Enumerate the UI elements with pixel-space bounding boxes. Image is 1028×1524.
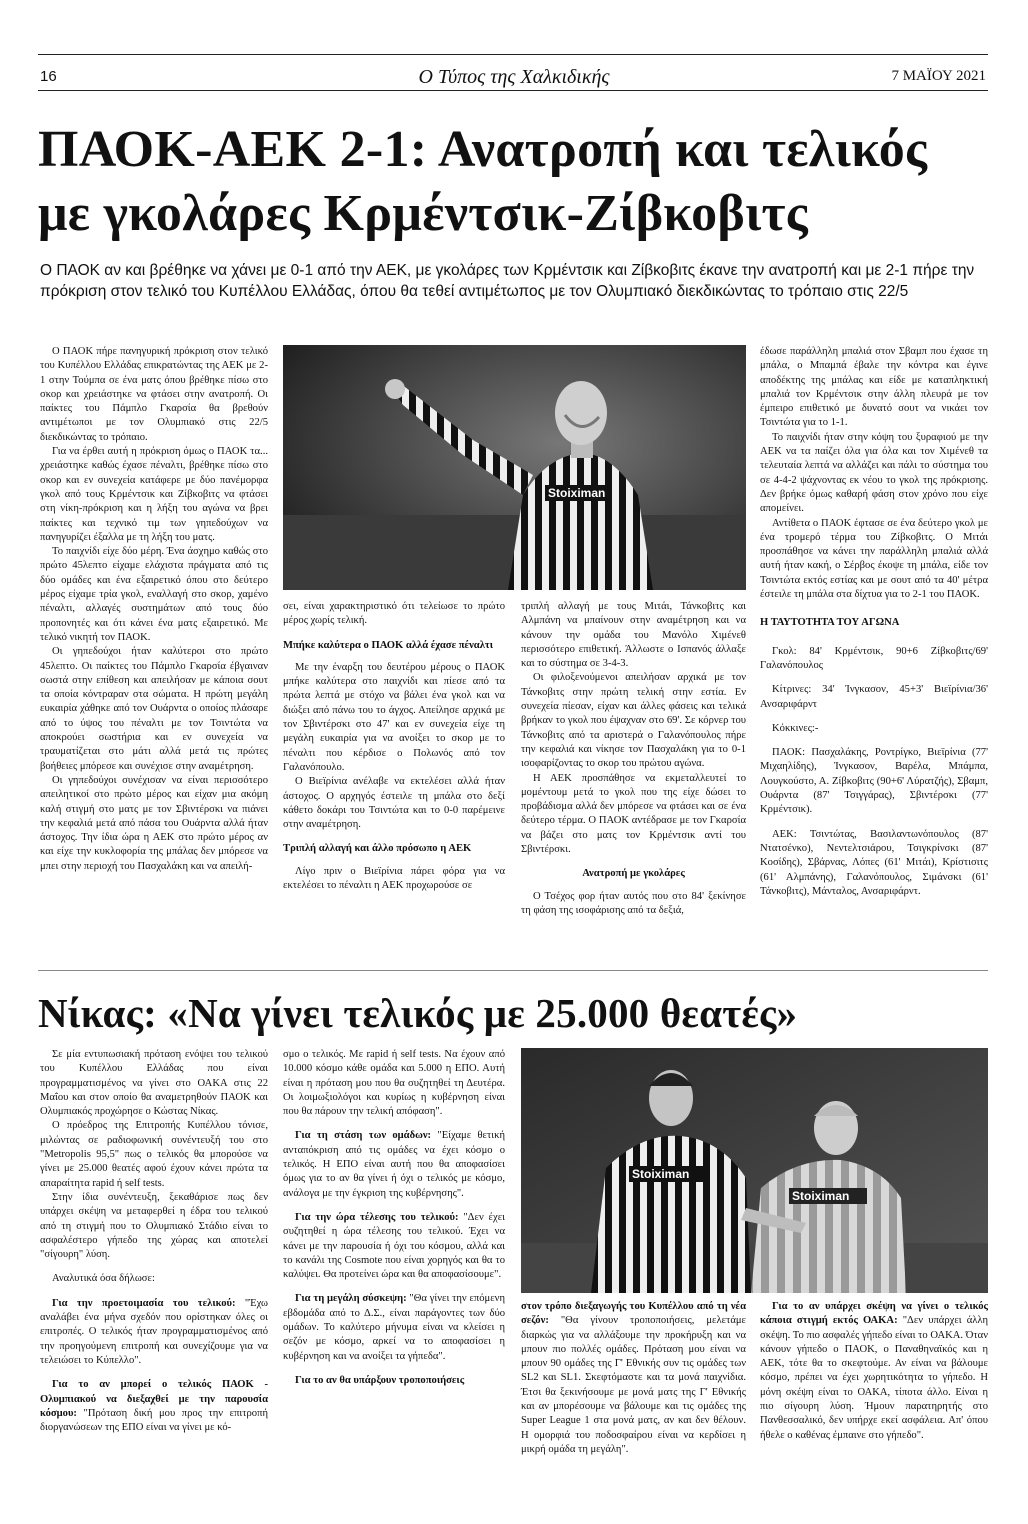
paragraph: έδωσε παράλληλη μπαλιά στον Σβαμπ που έχασε τη μπάλα, ο Μπαμπά έβαλε την κόντρα και έγινε αποδέκτης της μπάλας και είδε με καταπληκτική μπαλιά τον Κρμέντσικ στην άλλη πλευρά με τον έμπειρο επιθετικό με δυνατό σουτ να νικάει τον Τσιντώτα για το 1-1. (760, 346, 988, 429)
article2-headline: Νίκας: «Να γίνει τελικός με 25.000 θεατές» (38, 990, 798, 1036)
question-label: Για το αν υπάρχει σκέψη να γίνει ο τελικός κάποια στιγμή εκτός ΟΑΚΑ: (760, 1301, 988, 1327)
paragraph: Ο ΠΑΟΚ πήρε πανηγυρική πρόκριση στον τελικό του Κυπέλλου Ελλάδας επικρατώντας της ΑΕΚ με 2-1 στην Τούμπα σε ένα ματς όπου βρέθηκε πίσω στο σκορ και χρειάστηκε να φτάσει στην ανατροπή. Οι παίκτες του Πάμπλο Γκαρσία θα βρεθούν αντιμέτωποι με τον Ολυμπιακό στις 22/5 διεκδικώντας το τρόπαιο. (40, 346, 268, 443)
question-label: Για την προετοιμασία του τελικού: (52, 1297, 236, 1309)
paragraph: Ο Βιεϊρίνια ανέλαβε να εκτελέσει αλλά ήταν άστοχος. Ο αρχηγός έστειλε τη μπάλα στο δεξί κάθετο δοκάρι του Τσιντώτα και το 0-0 παρέμεινε στην αναμέτρηση. (283, 776, 505, 831)
red-cards-line: Κόκκινες:- (772, 722, 819, 734)
subheading: Μπήκε καλύτερα ο ΠΑΟΚ αλλά έχασε πέναλτι (283, 639, 494, 651)
question-label: Για το αν μπορεί ο τελικός ΠΑΟΚ - Ολυμπιακού να διεξαχθεί με την παρουσία κόσμου: (40, 1379, 268, 1419)
aek-lineup: ΑΕΚ: Τσιντώτας, Βασιλαντωνόπουλος (87' Ντατσένκο), Νεντελτσιάρου, Τσιγκρίνσκι (87' Κοσίδης), Σβάρνας, Λόπες (61' Μιτάι), Κρίστισιτς (61' Αλμπάνης), Γαλανόπουλος, Σιμάνσκι (61' Τάνκοβιτς), Μάνταλος, Ανσαριφάρντ. (760, 828, 988, 897)
newspaper-masthead: Ο Τύπος της Χαλκιδικής (418, 66, 610, 88)
paragraph: Ο πρόεδρος της Επιτροπής Κυπέλλου τόνισε, μιλώντας σε ραδιοφωνική συνέντευξή του στο "Metropolis 95,5" πως ο τελικός θα μπορούσε να γίνει με 25.000 θεατές αφού έχουν κάνει πρώτα τα απαραίτητα rapid ή self tests. (40, 1120, 268, 1189)
article1-column-4 (760, 345, 988, 899)
paragraph: Σε μία εντυπωσιακή πρόταση ενόψει του τελικού του Κυπέλλου Ελλάδας που είναι προγραμματισμένος να γίνει στο ΟΑΚΑ στις 22 Μαΐου και στον οποίο θα αναμετρηθούν ΠΑΟΚ και Ολυμπιακός προχώρησε ο Κώστας Νίκας. (40, 1049, 268, 1118)
paragraph (521, 1300, 746, 1457)
shirt-sponsor-text: Stoiximan (632, 1167, 690, 1181)
article1-column-3 (521, 600, 746, 918)
paragraph: σει, είναι χαρακτηριστικό ότι τελείωσε το πρώτο μέρος χωρίς τελική. (283, 601, 505, 627)
subheading: Ανατροπή με γκολάρες (582, 868, 685, 880)
header-bottom-rule (38, 90, 988, 91)
question-label: Για τη στάση των ομάδων: (295, 1130, 432, 1142)
paragraph (40, 1297, 268, 1368)
question-label: Για το αν θα υπάρξουν τροποποιήσεις (295, 1374, 465, 1386)
paragraph (40, 1378, 268, 1435)
answer-text: "Δεν υπάρχει άλλη σκέψη. Το πιο ασφαλές γήπεδο είναι το ΟΑΚΑ. Όταν κάνουν γήπεδο ο ΠΑΟΚ, ο Παναθηναϊκός και η ΑΕΚ, τότε θα το σκεφτούμε. Αν είναι να βάλουμε κόσμο, πρέπει να έχει χωρητικότητα το γήπεδο. Η μόνη σκέψη είναι το ΟΑΚΑ, τίποτα άλλο. Είναι η πιο σίγουρη λύση. Ήμουν παρατηρητής στο Πανθεσσαλικό, δεν υπήρχε εκεί ασφάλεια. Απ' όπου ήθελε ο καθένας έμπαινε στο γήπεδο". (760, 1315, 988, 1441)
header-top-rule (38, 54, 988, 55)
answer-text: "Είχαμε θετική ανταπόκριση από τις ομάδες να έχει κόσμο ο τελικός. Η ΕΠΟ είναι αυτή που θα αποφασίσει όμως για το αν θα γίνει ή όχι ο τελικός με κόσμο, ανάλογα με την έγκριση της κυβέρνησης". (283, 1130, 505, 1199)
two-footballers-duel-photo (521, 1048, 988, 1293)
article1-headline-line1: ΠΑΟΚ-ΑΕΚ 2-1: Ανατροπή και τελικός (38, 121, 928, 178)
paragraph (283, 1211, 505, 1282)
paragraph: Στην ίδια συνέντευξη, ξεκαθάρισε πως δεν υπάρχει σκέψη να μεταφερθεί η έδρα του τελικού από τη στιγμή που το Ολυμπιακό Στάδιο είναι το ασφαλέστερο γήπεδο της χώρας και αποτελεί "σίγουρη" λύση. (40, 1191, 268, 1261)
answer-text: "Δεν έχει συζητηθεί η ώρα τέλεσης του τελικού. Έχει να κάνει με την παρουσία ή όχι του κόσμου, αλλά και το κανάλι της Cosmote που είναι χορηγός και θα το καλύψει. Θα προτείνει ώρα και θα αποφασίσουμε". (283, 1211, 506, 1281)
question-label: Για την ώρα τέλεσης του τελικού: (295, 1211, 459, 1223)
photo-illustration (283, 345, 746, 590)
paragraph: Αναλυτικά όσα δήλωσε: (52, 1273, 155, 1285)
paragraph: Η ΑΕΚ προσπάθησε να εκμεταλλευτεί το μομέντουμ μετά το γκολ που της είχε δώσει το προβάδισμα αλλά δεν μπόρεσε να φτάσει και σε ένα δεύτερο τέρμα. Ο ΠΑΟΚ αντέδρασε με τον Γκαρσία να βάζει στο ματς τον Κρμέντσικ αντί του Σβιντέρσκι. (521, 772, 746, 856)
photo-illustration (521, 1048, 988, 1293)
paragraph: Ο Τσέχος φορ ήταν αυτός που στο 84' ξεκίνησε τη φάση της ισοφάρισης από τα δεξιά, (521, 890, 746, 916)
match-stats-heading: Η ΤΑΥΤΟΤΗΤΑ ΤΟΥ ΑΓΩΝΑ (760, 617, 900, 629)
article1-headline-line2: με γκολάρες Κρμέντσικ-Ζίβκοβιτς (38, 185, 809, 242)
paragraph: Για να έρθει αυτή η πρόκριση όμως ο ΠΑΟΚ τα... χρειάστηκε καθώς έχασε πέναλτι, βρέθηκε πίσω στο σκορ και εν συνεχεία κατάφερε με δύο πανέμορφα γκολ από τους Κρμέντσικ και Ζίβκοβιτς να φτάσει στη νίκη-πρόκριση και η λήξη του αγώνα να βρει παίκτες και τεχνικό τιμ των γηπεδούχων να πανηγυρίζει έξαλλα με τη λήξη του ματς. (40, 446, 268, 543)
article2-column-4 (760, 1300, 988, 1443)
paragraph: Λίγο πριν ο Βιεϊρίνια πάρει φόρα για να εκτελέσει το πέναλτι η ΑΕΚ προχωρούσε σε (283, 865, 505, 892)
question-label: Για τη μεγάλη σύσκεψη: (295, 1293, 407, 1305)
question-label: στον τρόπο διεξαγωγής του Κυπέλλου από τη νέα σεζόν: (521, 1301, 746, 1327)
article2-column-3 (521, 1300, 746, 1457)
shirt-sponsor-text: Stoiximan (548, 486, 606, 500)
paragraph (283, 1292, 505, 1363)
answer-text: "Θα γίνει την επόμενη εβδομάδα από το Δ.Σ., είναι παράγοντες των δύο ομάδων. Το καλύτερο μήνυμα είναι να κλείσει η σεζόν με κόσμο, αρκεί να το αποφασίσει η κυβέρνηση και να ανοίξει τα γήπεδα". (283, 1293, 505, 1362)
paragraph: τριπλή αλλαγή με τους Μιτάι, Τάνκοβιτς και Αλμπάνη να μπαίνουν στην αναμέτρηση και να κάνουν την ομάδα του Μανόλο Χιμένεθ περισσότερο επιθετική. Άλλωστε ο Ισπανός άλλαξε και το σύστημα σε 3-4-3. (521, 601, 746, 670)
paragraph: Το παιχνίδι είχε δύο μέρη. Ένα άσχημο καθώς στο πρώτο 45λεπτο είχαμε ελάχιστα πράγματα από τις δύο ομάδες και ένα εξαιρετικό όπου στο δεύτερο μέρος είχαμε τρία γκολ, εναλλαγή στο σκορ, χαμένο πέναλτι, αλλαγές συστημάτων από τους δύο προπονητές και ότι κάνει ένα ματς εξαιρετικό. Με τελικό νικητή τον ΠΑΟΚ. (40, 546, 268, 643)
article1-lead: Ο ΠΑΟΚ αν και βρέθηκε να χάνει με 0-1 από την ΑΕΚ, με γκολάρες των Κρμέντσικ και Ζίβκοβιτς έκανε την ανατροπή και με 2-1 πήρε την πρόκριση στον τελικό του Κυπέλλου Ελλάδας, όπου θα τεθεί αντιμέτωπος με τον Ολυμπιακό διεκδικώντας το τρόπαιο στις 22/5 (40, 262, 975, 300)
answer-text: "Θα γίνουν τροποποιήσεις, μελετάμε διαρκώς για να αλλάξουμε την προκήρυξη και να μπουν πιο πολλές ομάδες. Πρόταση μου είναι να μπουν 90 ομάδες της Γ' Εθνικής συν τις ομάδες των SL2 και SL1. Σκεφτόμαστε και τα μονά παιχνίδια. Έτσι θα ξεκινήσουμε με μονά ματς της Γ' Εθνικής και αν μπορέσουμε να βάλουμε και τις ομάδες της Super League 1 στα μονά ματς, αν και δεν θέλουν. Η ομορφιά του ποδοσφαίρου είναι να κερδίσει η μικρή ομάδα τη μεγάλη". (521, 1315, 746, 1455)
article2-column-2 (283, 1048, 505, 1388)
paragraph: Με την έναρξη του δευτέρου μέρους ο ΠΑΟΚ μπήκε καλύτερα στο παιχνίδι και πίεσε από τα πρώτα λεπτά με στόχο να βάλει ένα γκολ και να διώξει από πάνω του το άγχος. Απείλησε αρχικά με τον Σβιντέρσκι στο 47' και εν συνεχεία είχε τη μεγάλη ευκαιρία για να ανοίξει το σκορ με το πέναλτι που κέρδισε ο Πολωνός από τον Γαλανόπουλο. (283, 661, 505, 773)
footballer-pointing-photo (283, 345, 746, 590)
goals-line: Γκολ: 84' Κρμέντσικ, 90+6 Ζίβκοβιτς/69' Γαλανόπουλος (760, 645, 988, 671)
paragraph: Οι φιλοξενούμενοι απειλήσαν αρχικά με τον Τάνκοβιτς στην πρώτη τελική στην εστία. Εν συνεχεία πίεσαν, είχαν και άλλες φάσεις και τελικά βρήκαν το γκολ που έψαχναν στο 69'. Σε κόρνερ του Τάνκοβιτς από τα αριστερά ο Γαλανόπουλος πήρε την κεφαλιά και νίκησε τον Πασχαλάκη για το 0-1 ισοφαρίζοντας το σκορ του πρώτου αγώνα. (521, 672, 746, 770)
paragraph (283, 1129, 505, 1200)
shirt-sponsor-text: Stoiximan (792, 1189, 850, 1203)
article1-column-2 (283, 600, 505, 893)
answer-text: "Έχω αναλάβει ένα μήνα σχεδόν που ορίστηκαν όλες οι επιτροπές. Ο τελικός ήταν προγραμματισμένος από την προηγούμενη επιτροπή και συνεχίζουμε για να τελειώσει το Κύπελλο". (40, 1297, 269, 1366)
article1-headline (38, 118, 988, 246)
paragraph (760, 1300, 988, 1443)
article2-column-1 (40, 1048, 268, 1435)
paragraph: Οι γηπεδούχοι ήταν καλύτεροι στο πρώτο 45λεπτο. Οι παίκτες του Πάμπλο Γκαρσία έβγαιναν σωστά στην επίθεση και απειλήσαν με κάποια σουτ τα οποία κόντραραν στα σώματα. Η πρώτη μεγάλη ευκαιρία χάθηκε από τον Ουάρντα ο οποίος πλάσαρε από το ύψος του πέναλτι με τον Τσιντώτα να αποκρούει σωστήρια και εν συνεχεία να τραυματίζεται στο μάτι αλλά μετά τις πρώτες βοήθειες μπόρεσε και συνέχισε στην αναμέτρηση. (40, 646, 268, 772)
paragraph: Το παιχνίδι ήταν στην κόψη του ξυραφιού με την ΑΕΚ να τα παίζει όλα για όλα και τον Χιμένεθ τα τελευταία λεπτά να αλλάζει και πάλι το σύστημα του σε 4-4-2 ψάχνοντας εκ νέου το γκολ της πρόκρισης. Δεν βρήκε όμως καθαρή φάση στον χρόνο που είχε απομείνει. (760, 431, 988, 515)
issue-date: 7 ΜΑΪΟΥ 2021 (891, 68, 986, 84)
subheading: Τριπλή αλλαγή και άλλο πρόσωπο η ΑΕΚ (283, 843, 472, 855)
yellow-cards-line: Κίτρινες: 34' Ίνγκασον, 45+3' Βιεϊρίνια/36' Ανσαριφάρντ (760, 684, 988, 710)
paragraph (283, 1374, 505, 1388)
page-number: 16 (40, 68, 57, 85)
paragraph: Οι γηπεδούχοι συνέχισαν να είναι περισσότερο απειλητικοί στο πρώτο μέρος και είχαν μια ακόμη καλή στιγμή στο ματς με τον Σβιντέρσκι να πιάνει την κεφαλιά μετά από πάσα του Ουάρντα αλλά ήταν άστοχος. Την ίδια ώρα η ΑΕΚ στο πρώτο μέρος αν και είχε την κυκλοφορία της μπάλας δεν μπόρεσε να μπει στην περιοχή του Πασχαλάκη και να απειλή- (40, 774, 268, 872)
paok-lineup: ΠΑΟΚ: Πασχαλάκης, Ροντρίγκο, Βιεϊρίνια (77' Μιχαηλίδης), Ίνγκασον, Βαρέλα, Μπάμπα, Λουγκούστο, Α. Ζίβκοβιτς (90+6' Λύρατζής), Σβαμπ, Ουάρντα (87' Τσιγγάρας), Σβιντέρσκι (77' Κρμέντσικ). (760, 747, 988, 816)
paragraph: Αντίθετα ο ΠΑΟΚ έφτασε σε ένα δεύτερο γκολ με ένα τρομερό τέρμα του Ζίβκοβιτς. Ο Μιτάι προσπάθησε να κάνει την παράλληλη μπαλιά αλλά αυτή ήταν κακή, ο Σέρβος έκοψε τη μπάλα, είδε τον Τσιντώτα εκτός εστίας και με σουτ από τα 40' μέτρα έστειλε τη μπάλα στα δίχτυα για το 2-1 του ΠΑΟΚ. (760, 517, 988, 601)
paragraph: σμο ο τελικός. Με rapid ή self tests. Να έχουν από 10.000 κόσμο κάθε ομάδα και 5.000 η ΕΠΟ. Αυτή είναι η πρόταση μου που θα συζητηθεί τη Δευτέρα. Οι λοιμωξιολόγοι και κυρίως η κυβέρνηση είναι που θα πάρουν την τελική απόφαση". (283, 1049, 505, 1118)
article-separator (38, 970, 988, 971)
answer-text: "Πρόταση δική μου προς την επιτροπή διοργανώσεων της ΕΠΟ είναι να γίνει με κό- (40, 1407, 268, 1434)
article1-column-1 (40, 345, 268, 874)
